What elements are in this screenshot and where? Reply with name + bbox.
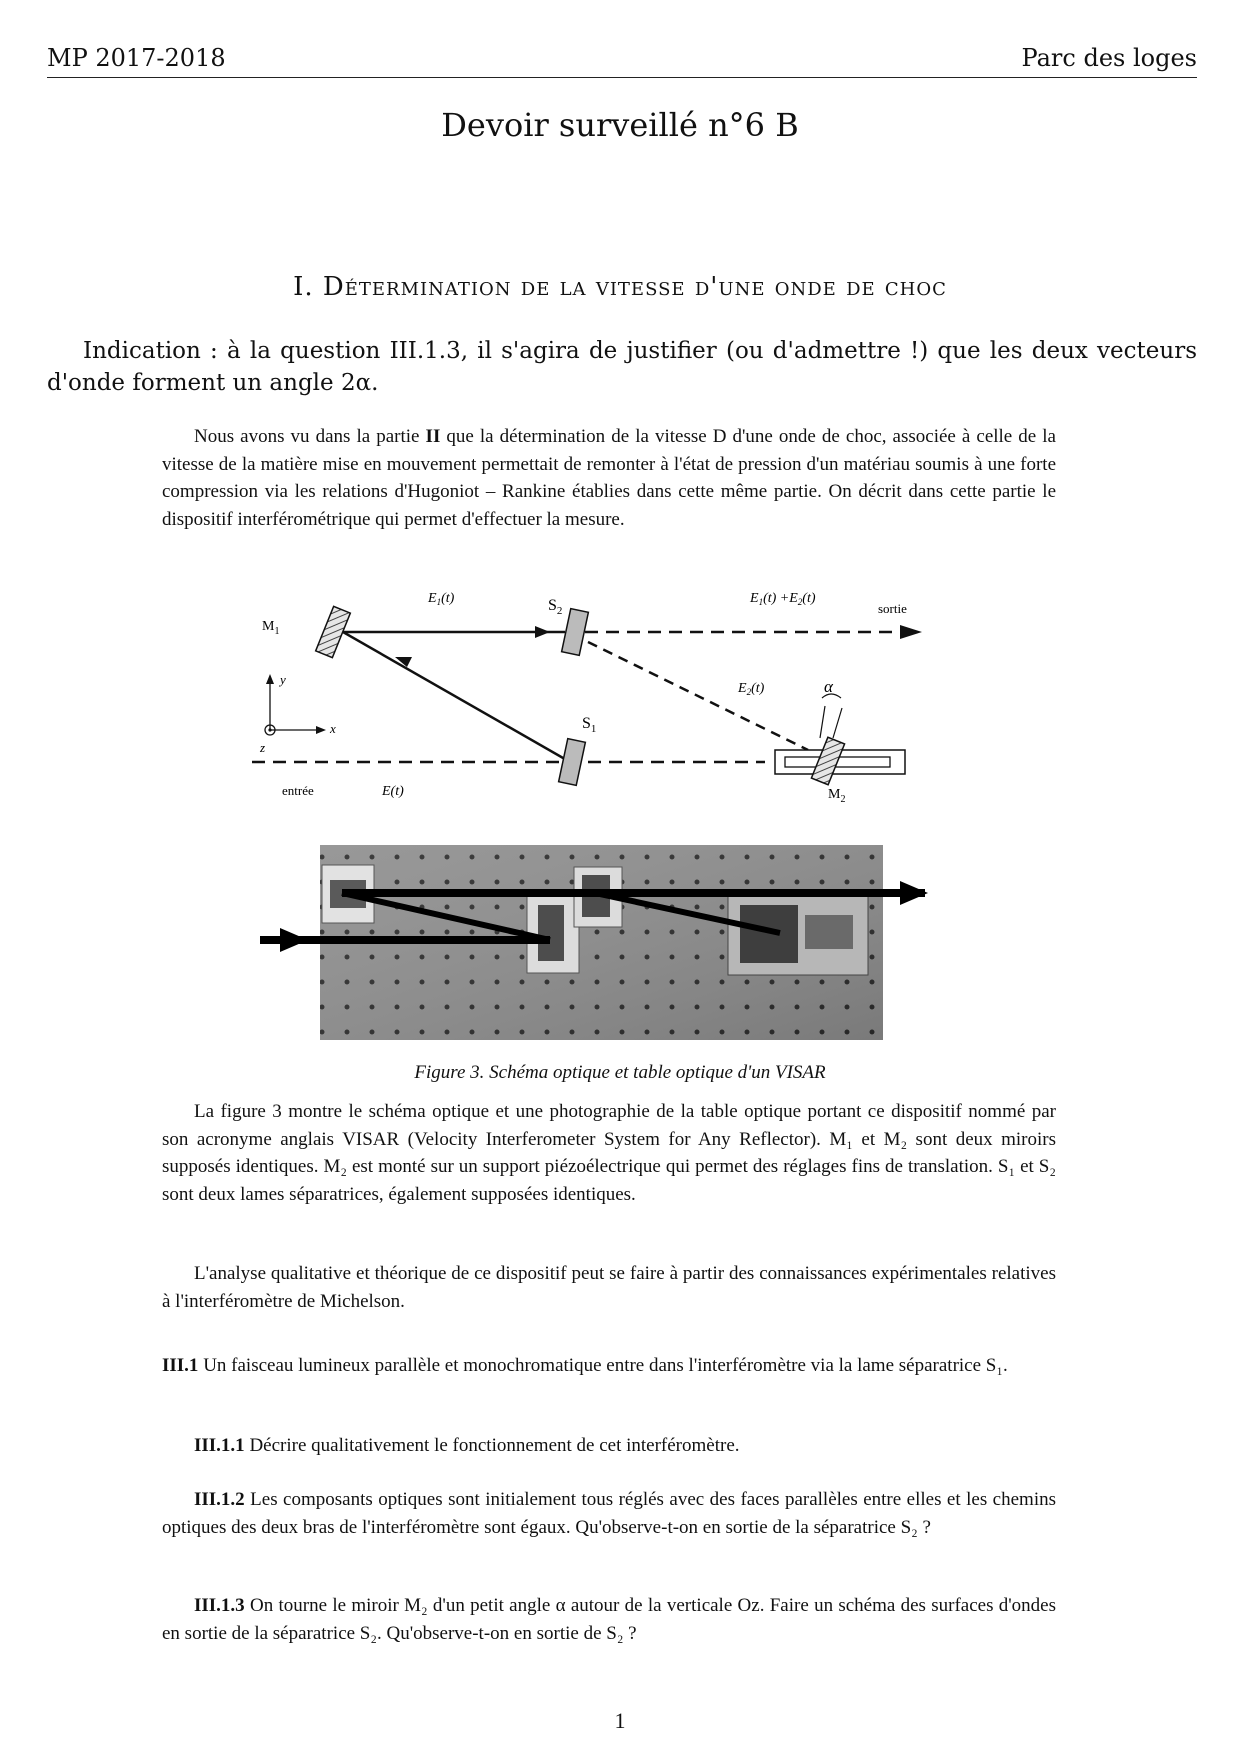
label-e2: $E_2(t)$ — [738, 681, 765, 697]
alpha-line-1 — [820, 706, 825, 738]
figure-caption: Figure 3. Schéma optique et table optique d'un VISAR — [414, 1062, 826, 1083]
beam-m2-s2 — [588, 642, 808, 750]
question-number: III.1 — [162, 1355, 199, 1376]
page-number: 1 — [614, 1708, 626, 1733]
header-right: Parc des loges — [1021, 44, 1197, 72]
question-text: Décrire qualitativement le fonctionnement de cet interféromètre. — [249, 1435, 740, 1456]
question-III-1-2 — [162, 1486, 1056, 1541]
label-e1: $E_1(t)$ — [428, 591, 455, 607]
mount-s1-holder — [538, 905, 564, 961]
beam-s1-m1 — [343, 632, 570, 762]
question-text: Un faisceau lumineux parallèle et monochromatique entre dans l'interféromètre via la lame séparatrice S₁. — [203, 1355, 1008, 1376]
question-text: On tourne le miroir M₂ d'un petit angle α autour de la verticale Oz. Faire un schéma des surfaces d'ondes en sortie de la séparatrice S₂. Qu'observe-t-on en sortie de S₂ ? — [162, 1595, 1057, 1644]
intro-text-after: que la détermination de la vitesse D d'une onde de choc, associée à celle de la vitesse de la matière mise en mouvement permettait de remonter à l'état de pression d'un matériau soumis à une forte compression via les relations d'Hugoniot – Rankine établies dans cette même partie. On décrit dans cette partie le dispositif interférométrique qui permet d'effectuer la mesure. — [162, 426, 1056, 530]
page-title: Devoir surveillé n°6 B — [441, 106, 799, 144]
axis-x-arrow — [316, 726, 326, 734]
label-entree: entrée — [282, 783, 314, 798]
section-title: Détermination de la vitesse d'une onde de choc — [322, 272, 947, 302]
figure-description: La figure 3 montre le schéma optique et une photographie de la table optique portant ce dispositif nommé par son acronyme anglais VISAR (Velocity Interferometer System for Any Reflector). M₁ et M₂ sont deux miroirs supposés identiques. M₂ est monté sur un support piézoélectrique qui permet des réglages fins de translation. S₁ et S₂ sont deux lames séparatrices, également supposées identiques. — [162, 1101, 1056, 1205]
label-s1: $S_1$ — [582, 715, 597, 735]
label-m1: $M_1$ — [262, 619, 280, 637]
photo-input-arrow — [280, 928, 308, 952]
label-m2: $M_2$ — [828, 787, 846, 805]
mount-m2-holder — [740, 905, 798, 963]
intro-text-before: Nous avons vu dans la partie — [194, 426, 426, 447]
label-alpha: α — [824, 677, 833, 696]
label-sortie: sortie — [878, 601, 907, 616]
header-rule — [47, 77, 1197, 78]
question-text: Les composants optiques sont initialement tous réglés avec des faces parallèles entre elles et les chemins optiques des deux bras de l'interféromètre sont égaux. Qu'observe-t-on en sortie de la séparatrice S₂ ? — [162, 1489, 1056, 1538]
label-e: E(t) — [382, 784, 404, 799]
intro-paragraph — [162, 423, 1056, 533]
question-number: III.1.1 — [194, 1435, 245, 1456]
section-number: I. — [293, 272, 314, 302]
optical-schema — [250, 580, 940, 810]
question-number: III.1.3 — [194, 1595, 245, 1616]
question-number: III.1.2 — [194, 1489, 245, 1510]
photo-output-arrow — [900, 881, 928, 905]
beam-m1-s2-arrow — [535, 626, 550, 638]
mount-m2-screw — [805, 915, 853, 949]
section-heading — [0, 272, 1240, 302]
indication-paragraph: Indication : à la question III.1.3, il s'agira de justifier (ou d'admettre !) que les deux vecteurs d'onde forment un angle 2α. — [47, 338, 1197, 396]
question-III-1-1 — [162, 1432, 1056, 1460]
question-III-1-3 — [162, 1592, 1056, 1647]
label-axis-x: x — [330, 721, 336, 736]
question-III-1 — [162, 1352, 1056, 1380]
header-left: MP 2017-2018 — [47, 44, 226, 72]
label-e1-plus-e2: $E_1(t) +E_2(t)$ — [750, 591, 816, 607]
label-axis-z: z — [260, 740, 266, 755]
splitter-s2 — [562, 609, 589, 656]
splitter-s1 — [559, 739, 586, 786]
axis-z-dot — [268, 728, 271, 731]
analysis-paragraph: L'analyse qualitative et théorique de ce dispositif peut se faire à partir des connaissances expérimentales relatives à l'interféromètre de Michelson. — [162, 1263, 1056, 1312]
label-s2: $S_2$ — [548, 597, 563, 617]
axis-y-arrow — [266, 674, 274, 684]
output-arrow — [900, 625, 922, 639]
optical-table-photo — [260, 845, 970, 1040]
label-axis-y: y — [280, 672, 286, 687]
alpha-line-2 — [833, 708, 842, 738]
intro-part-ref: II — [425, 426, 441, 447]
